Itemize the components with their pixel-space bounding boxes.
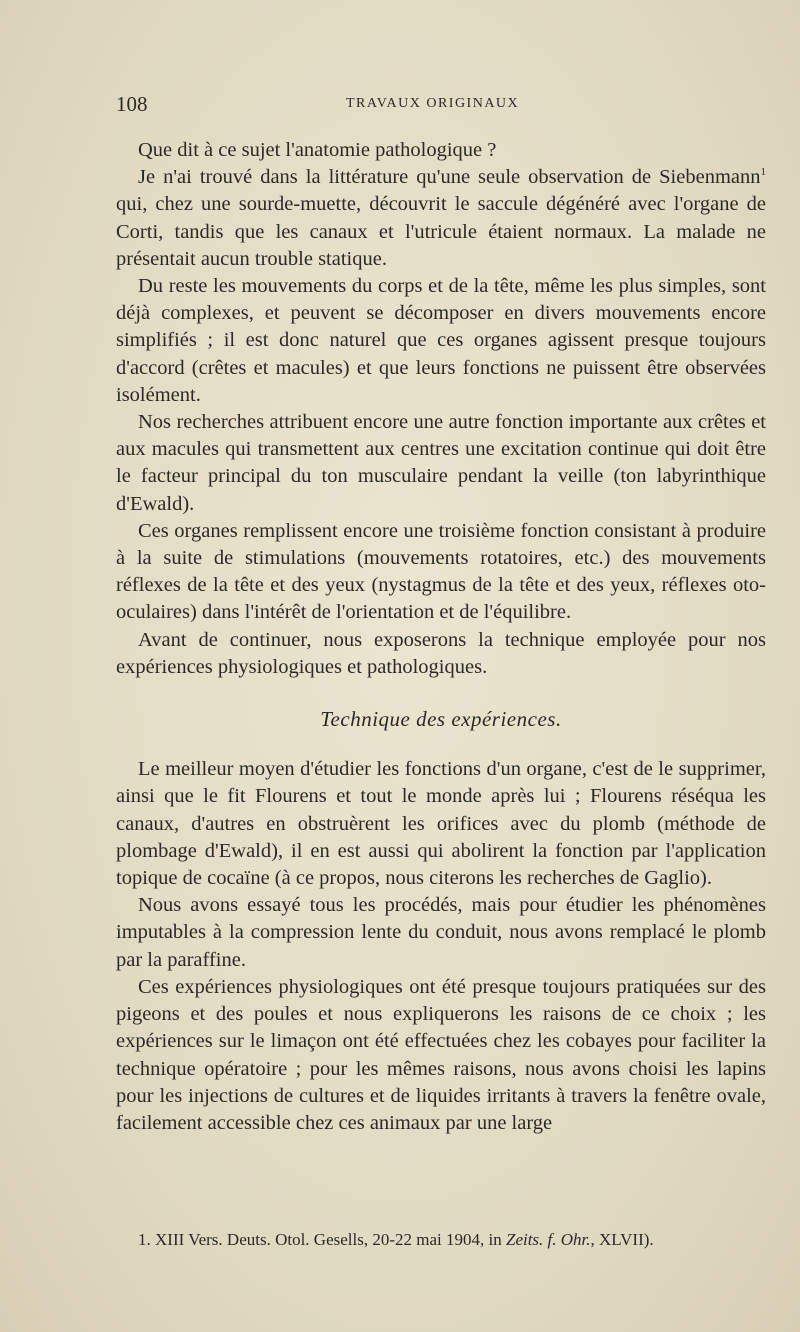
footnote-marker: 1	[760, 166, 766, 179]
footnote-citation: 1. XIII Vers. Deuts. Otol. Gesells, 20-22 mai 1904, in	[138, 1230, 506, 1249]
paragraph	[116, 164, 766, 273]
section-heading: Technique des expériences.	[320, 707, 562, 732]
paragraph: Nous avons essayé tous les procédés, mais pour étudier les phénomènes imputables à la compression lente du conduit, nous avons remplacé le plomb par la paraffine.	[116, 894, 766, 971]
footnote-text	[116, 1227, 766, 1252]
paragraph-text: Je n'ai trouvé dans la littérature qu'une seule observation de Siebenmann	[138, 166, 761, 189]
paragraph: Le meilleur moyen d'étudier les fonctions d'un organe, c'est de le supprimer, ainsi que le fit Flourens et tout le monde après lui ; Flourens réséqua les canaux, d'autres en obstruèrent les orifices avec du plomb (méthode de plombage d'Ewald), il en est aussi qui abolirent la fonction par l'application topique de cocaïne (à ce propos, nous citerons les recherches de Gaglio).	[116, 758, 766, 890]
paragraph: Nos recherches attribuent encore une autre fonction importante aux crêtes et aux macules qui transmettent aux centres une excitation continue qui doit être le facteur principal du ton musculaire pendant la veille (ton labyrinthique d'Ewald).	[116, 411, 766, 515]
footnote-journal: Zeits. f. Ohr.	[505, 1230, 591, 1249]
running-head: TRAVAUX ORIGINAUX	[346, 96, 520, 111]
paragraph: Ces organes remplissent encore une troisième fonction consistant à produire à la suite de stimulations (mouvements rotatoires, etc.) des mouvements réflexes de la tête et des yeux (nystagmus de la tête et des yeux, réflexes oto-oculaires) dans l'intérêt de l'orientation et de l'équilibre.	[116, 519, 766, 624]
paragraph: Avant de continuer, nous exposerons la technique employée pour nos expériences physiologiques et pathologiques.	[116, 628, 766, 678]
paragraph-text: qui, chez une sourde-muette, découvrit le saccule dégénéré avec l'organe de Corti, tandis que les canaux et l'utricule étaient normaux. La malade ne présentait aucun trouble statique.	[116, 193, 766, 270]
paragraph: Ces expériences physiologiques ont été presque toujours pratiquées sur des pigeons et des poules et nous expliquerons les raisons de ce choix ; les expériences sur le limaçon ont été effectuées chez les cobayes pour faciliter la technique opératoire ; pour les mêmes raisons, nous avons choisi les lapins pour les injections de cultures et de liquides irritants à travers la fenêtre ovale, facilement accessible chez ces animaux par une large	[116, 975, 766, 1134]
paragraph: Que dit à ce sujet l'anatomie pathologique ?	[138, 139, 497, 161]
paragraph: Du reste les mouvements du corps et de la tête, même les plus simples, sont déjà complexes, et peuvent se décomposer en divers mouvements encore simplifiés ; il est donc naturel que ces organes agissent presque toujours d'accord (crêtes et macules) et que leurs fonctions ne puissent être observées isolément.	[116, 275, 766, 406]
page-number: 108	[116, 92, 148, 116]
footnote	[116, 1227, 766, 1252]
body-text	[116, 137, 766, 1137]
footnote-tail: , XLVII).	[590, 1230, 654, 1249]
page-header	[116, 92, 766, 122]
